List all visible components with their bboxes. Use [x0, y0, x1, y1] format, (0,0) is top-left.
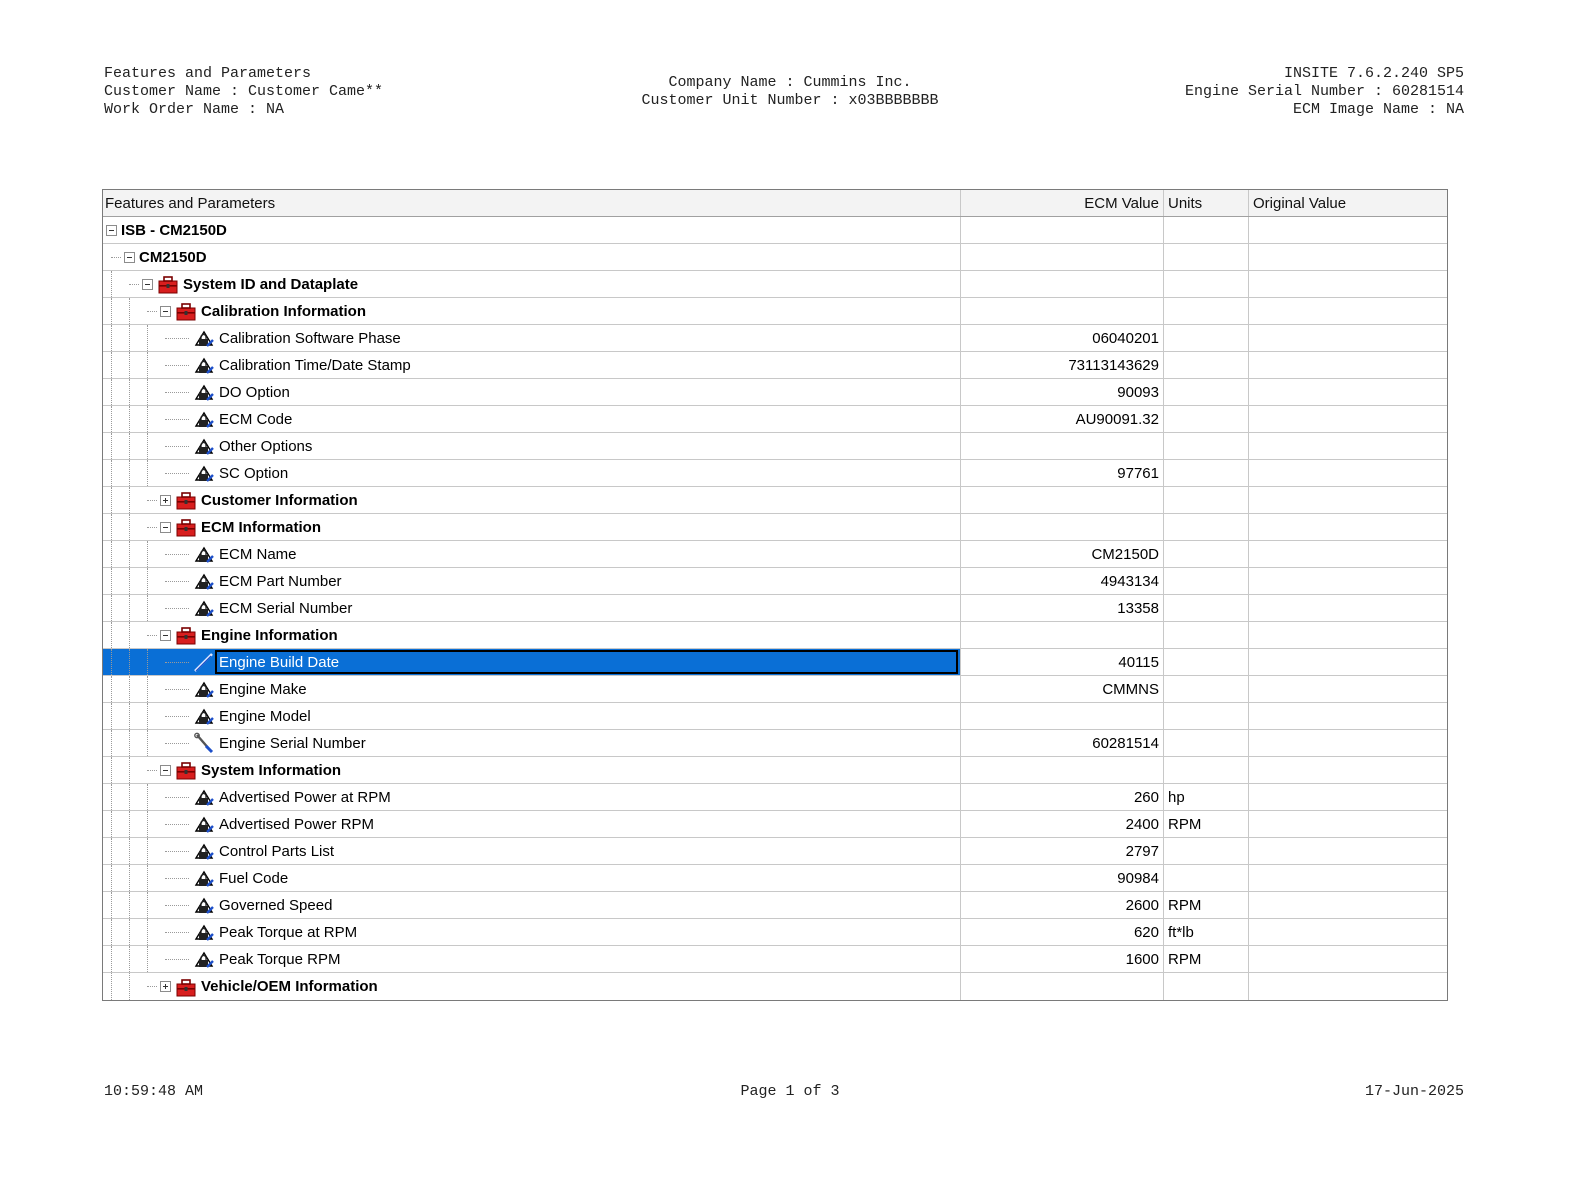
tree-indent-guides: [103, 244, 123, 270]
tree-row-cm2150d[interactable]: [103, 244, 1447, 271]
expand-toggle-icon[interactable]: [160, 981, 171, 992]
parameter-name-cell[interactable]: [103, 460, 961, 486]
tree-row-isb-cm2150d[interactable]: [103, 217, 1447, 244]
original-value-cell: [1249, 892, 1447, 918]
tree-item-label: System Information: [201, 761, 342, 779]
ecm-value-cell-text: 97761: [1117, 464, 1159, 482]
column-header-ecm-value[interactable]: ECM Value: [961, 190, 1164, 216]
locked-parameter-icon: [193, 867, 215, 889]
original-value-cell: [1249, 811, 1447, 837]
ecm-value-cell-text: 2400: [1125, 815, 1159, 833]
tree-indent-guides: [103, 676, 177, 702]
ecm-value-cell: [961, 919, 1164, 945]
ecm-value-cell-text: 1600: [1125, 950, 1159, 968]
locked-parameter-icon: [193, 462, 215, 484]
report-header-center: [560, 74, 1020, 110]
collapse-toggle-icon[interactable]: [160, 306, 171, 317]
original-value-cell: [1249, 325, 1447, 351]
units-cell: [1164, 811, 1249, 837]
tree-row-calibration-time-date-stamp[interactable]: [103, 352, 1447, 379]
original-value-cell: [1249, 433, 1447, 459]
tree-row-ecm-information[interactable]: [103, 514, 1447, 541]
ecm-value-cell: [961, 595, 1164, 621]
tree-item-label: DO Option: [219, 383, 290, 401]
ecm-value-cell: [961, 379, 1164, 405]
parameter-name-cell[interactable]: [103, 379, 961, 405]
ecm-value-cell: [961, 784, 1164, 810]
report-header-left: [104, 65, 383, 119]
parameter-name-cell[interactable]: [103, 838, 961, 864]
tree-indent-guides: [103, 514, 159, 540]
red-toolbox-icon: [175, 300, 197, 322]
company-name: Company Name : Cummins Inc.: [668, 74, 912, 91]
units-cell: [1164, 325, 1249, 351]
tree-item-label: Engine Information: [201, 626, 338, 644]
tree-indent-guides: [103, 541, 177, 567]
units-cell: [1164, 352, 1249, 378]
parameter-name-cell[interactable]: [103, 622, 961, 648]
locked-parameter-icon: [193, 921, 215, 943]
expand-toggle-icon[interactable]: [160, 495, 171, 506]
ecm-image-name: ECM Image Name : NA: [1292, 101, 1464, 118]
tree-indent-guides: [103, 325, 177, 351]
original-value-cell: [1249, 352, 1447, 378]
units-cell: [1164, 703, 1249, 729]
ecm-value-cell: [961, 460, 1164, 486]
original-value-cell: [1249, 946, 1447, 972]
ecm-value-cell-text: 90984: [1117, 869, 1159, 887]
parameter-name-cell[interactable]: [103, 946, 961, 972]
tree-indent-guides: [103, 838, 177, 864]
editable-parameter-icon: [193, 651, 215, 673]
units-cell: [1164, 730, 1249, 756]
collapse-toggle-icon[interactable]: [160, 765, 171, 776]
parameter-name-cell[interactable]: [103, 676, 961, 702]
report-title: Features and Parameters: [104, 65, 312, 82]
collapse-toggle-icon[interactable]: [124, 252, 135, 263]
tree-item-label: Advertised Power at RPM: [219, 788, 391, 806]
original-value-cell: [1249, 460, 1447, 486]
tree-row-system-information[interactable]: [103, 757, 1447, 784]
red-toolbox-icon: [175, 759, 197, 781]
ecm-value-cell: [961, 838, 1164, 864]
units-cell: [1164, 568, 1249, 594]
tree-item-label: Engine Serial Number: [219, 734, 366, 752]
red-toolbox-icon: [175, 624, 197, 646]
tree-item-label: SC Option: [219, 464, 289, 482]
red-toolbox-icon: [175, 976, 197, 998]
ecm-value-cell: [961, 352, 1164, 378]
original-value-cell: [1249, 487, 1447, 513]
ecm-value-cell: [961, 973, 1164, 1000]
ecm-value-cell: [961, 487, 1164, 513]
report-header-right: [1185, 65, 1464, 119]
ecm-value-cell: [961, 730, 1164, 756]
tree-item-label: ECM Serial Number: [219, 599, 353, 617]
parameter-name-cell[interactable]: [103, 298, 961, 324]
tree-item-label: ISB - CM2150D: [121, 221, 227, 239]
tree-indent-guides: [103, 217, 105, 243]
tree-row-calibration-software-phase[interactable]: [103, 325, 1447, 352]
customer-name: Customer Name : Customer Came**: [104, 83, 384, 100]
tree-row-ecm-name[interactable]: [103, 541, 1447, 568]
original-value-cell: [1249, 298, 1447, 324]
units-cell: [1164, 676, 1249, 702]
tree-row-peak-torque-rpm[interactable]: [103, 946, 1447, 973]
tree-indent-guides: [103, 784, 177, 810]
tree-indent-guides: [103, 460, 177, 486]
parameter-name-cell[interactable]: [103, 892, 961, 918]
original-value-cell: [1249, 757, 1447, 783]
parameter-name-cell[interactable]: [103, 811, 961, 837]
tree-row-fuel-code[interactable]: [103, 865, 1447, 892]
tree-indent-guides: [103, 757, 159, 783]
grid-header-row: [103, 190, 1447, 217]
tree-item-label: Peak Torque at RPM: [219, 923, 358, 941]
ecm-value-cell-text: 2600: [1125, 896, 1159, 914]
units-cell: [1164, 217, 1249, 243]
parameter-name-cell[interactable]: [103, 973, 961, 1000]
ecm-value-cell-text: 90093: [1117, 383, 1159, 401]
customer-unit-number: Customer Unit Number : x03BBBBBBB: [641, 92, 939, 109]
original-value-cell: [1249, 865, 1447, 891]
ecm-value-cell: [961, 514, 1164, 540]
units-cell: [1164, 271, 1249, 297]
units-cell-text: RPM: [1168, 896, 1202, 914]
parameter-name-cell[interactable]: [103, 730, 961, 756]
parameter-name-cell[interactable]: [103, 865, 961, 891]
ecm-value-cell-text: 4943134: [1100, 572, 1159, 590]
tree-indent-guides: [103, 271, 141, 297]
original-value-cell: [1249, 649, 1447, 675]
parameter-name-cell[interactable]: [103, 433, 961, 459]
tree-item-label: Calibration Information: [201, 302, 366, 320]
tree-indent-guides: [103, 379, 177, 405]
tree-item-label: Engine Make: [219, 680, 307, 698]
units-cell: [1164, 433, 1249, 459]
locked-parameter-icon: [193, 354, 215, 376]
ecm-value-cell-text: 2797: [1125, 842, 1159, 860]
tree-row-engine-build-date[interactable]: [103, 649, 1447, 676]
original-value-cell: [1249, 730, 1447, 756]
tree-item-label: Calibration Software Phase: [219, 329, 401, 347]
tree-row-engine-model[interactable]: [103, 703, 1447, 730]
original-value-cell: [1249, 271, 1447, 297]
locked-parameter-icon: [193, 543, 215, 565]
tree-item-label: Advertised Power RPM: [219, 815, 375, 833]
tree-indent-guides: [103, 649, 177, 675]
tree-row-ecm-code[interactable]: [103, 406, 1447, 433]
units-cell: [1164, 298, 1249, 324]
ecm-value-cell: [961, 865, 1164, 891]
units-cell-text: ft*lb: [1168, 923, 1194, 941]
tree-item-label: Engine Build Date: [219, 653, 340, 671]
tree-indent-guides: [103, 433, 177, 459]
ecm-value-cell: [961, 703, 1164, 729]
ecm-value-cell-text: CMMNS: [1102, 680, 1159, 698]
ecm-value-cell: [961, 406, 1164, 432]
ecm-value-cell: [961, 676, 1164, 702]
ecm-value-cell: [961, 568, 1164, 594]
tree-row-advertised-power-rpm[interactable]: [103, 811, 1447, 838]
tree-item-label: Calibration Time/Date Stamp: [219, 356, 411, 374]
ecm-value-cell: [961, 433, 1164, 459]
ecm-value-cell-text: 73113143629: [1068, 356, 1159, 374]
parameter-name-cell[interactable]: [103, 757, 961, 783]
units-cell: [1164, 865, 1249, 891]
units-cell: [1164, 946, 1249, 972]
tree-row-customer-information[interactable]: [103, 487, 1447, 514]
tree-item-label: ECM Name: [219, 545, 297, 563]
red-toolbox-icon: [157, 273, 179, 295]
locked-parameter-icon: [193, 894, 215, 916]
locked-parameter-icon: [193, 786, 215, 808]
tree-row-calibration-information[interactable]: [103, 298, 1447, 325]
ecm-value-cell-text: 13358: [1117, 599, 1159, 617]
footer-time: 10:59:48 AM: [104, 1083, 204, 1100]
tree-item-label: Governed Speed: [219, 896, 333, 914]
units-cell: [1164, 541, 1249, 567]
tree-row-advertised-power-at-rpm[interactable]: [103, 784, 1447, 811]
tree-item-label: Peak Torque RPM: [219, 950, 341, 968]
ecm-value-cell: [961, 271, 1164, 297]
locked-parameter-icon: [193, 678, 215, 700]
ecm-value-cell: [961, 649, 1164, 675]
tree-indent-guides: [103, 730, 177, 756]
ecm-value-cell-text: 06040201: [1092, 329, 1159, 347]
locked-parameter-icon: [193, 840, 215, 862]
tree-row-other-options[interactable]: [103, 433, 1447, 460]
tree-item-label: ECM Code: [219, 410, 293, 428]
locked-parameter-icon: [193, 570, 215, 592]
ecm-value-cell-text: 60281514: [1092, 734, 1159, 752]
units-cell: [1164, 379, 1249, 405]
collapse-toggle-icon[interactable]: [160, 630, 171, 641]
tree-item-label: Engine Model: [219, 707, 311, 725]
collapse-toggle-icon[interactable]: [160, 522, 171, 533]
tree-indent-guides: [103, 811, 177, 837]
units-cell: [1164, 487, 1249, 513]
units-cell: [1164, 595, 1249, 621]
parameter-name-cell[interactable]: [103, 595, 961, 621]
parameter-name-cell[interactable]: [103, 568, 961, 594]
ecm-value-cell: [961, 217, 1164, 243]
red-toolbox-icon: [175, 489, 197, 511]
parameter-name-cell[interactable]: [103, 703, 961, 729]
original-value-cell: [1249, 541, 1447, 567]
work-order-name: Work Order Name : NA: [104, 101, 285, 118]
original-value-cell: [1249, 676, 1447, 702]
ecm-value-cell: [961, 244, 1164, 270]
units-cell: [1164, 460, 1249, 486]
ecm-value-cell: [961, 892, 1164, 918]
original-value-cell: [1249, 244, 1447, 270]
tree-item-label: ECM Information: [201, 518, 321, 536]
tree-row-system-id-and-dataplate[interactable]: [103, 271, 1447, 298]
locked-parameter-icon: [193, 435, 215, 457]
tree-item-label: Fuel Code: [219, 869, 289, 887]
original-value-cell: [1249, 379, 1447, 405]
ecm-value-cell-text: 260: [1133, 788, 1159, 806]
tree-item-label: Other Options: [219, 437, 313, 455]
tree-row-vehicle-oem-information[interactable]: [103, 973, 1447, 1000]
parameter-name-cell[interactable]: [103, 919, 961, 945]
ecm-value-cell: [961, 541, 1164, 567]
tree-indent-guides: [103, 865, 177, 891]
column-header-original-value[interactable]: Original Value: [1253, 194, 1347, 212]
ecm-value-cell-text: AU90091.32: [1075, 410, 1159, 428]
column-header-units[interactable]: Units: [1164, 190, 1249, 216]
units-cell: [1164, 406, 1249, 432]
engine-serial-number: Engine Serial Number : 60281514: [1184, 83, 1464, 100]
parameter-name-cell[interactable]: [103, 217, 961, 243]
units-cell: [1164, 514, 1249, 540]
locked-parameter-icon: [193, 705, 215, 727]
original-value-cell: [1249, 622, 1447, 648]
parameter-name-cell[interactable]: [103, 406, 961, 432]
tree-indent-guides: [103, 298, 159, 324]
tree-item-label: CM2150D: [139, 248, 207, 266]
original-value-cell: [1249, 784, 1447, 810]
tree-row-engine-make[interactable]: [103, 676, 1447, 703]
collapse-toggle-icon[interactable]: [142, 279, 153, 290]
insite-version: INSITE 7.6.2.240 SP5: [1283, 65, 1464, 82]
tree-indent-guides: [103, 892, 177, 918]
features-parameters-grid: [102, 189, 1448, 1001]
units-cell-text: hp: [1168, 788, 1185, 806]
tree-item-label: Control Parts List: [219, 842, 335, 860]
ecm-value-cell-text: 620: [1133, 923, 1159, 941]
tree-row-peak-torque-at-rpm[interactable]: [103, 919, 1447, 946]
parameter-name-cell[interactable]: [103, 244, 961, 270]
locked-parameter-icon: [193, 813, 215, 835]
units-cell-text: RPM: [1168, 815, 1202, 833]
parameter-name-cell[interactable]: [103, 352, 961, 378]
tree-row-ecm-part-number[interactable]: [103, 568, 1447, 595]
tree-item-label: System ID and Dataplate: [183, 275, 359, 293]
original-value-cell: [1249, 919, 1447, 945]
red-toolbox-icon: [175, 516, 197, 538]
original-value-cell: [1249, 838, 1447, 864]
units-cell: [1164, 244, 1249, 270]
tree-row-ecm-serial-number[interactable]: [103, 595, 1447, 622]
tree-indent-guides: [103, 568, 177, 594]
ecm-value-cell: [961, 298, 1164, 324]
units-cell: [1164, 973, 1249, 1000]
footer-date: 17-Jun-2025: [1364, 1083, 1464, 1100]
parameter-name-cell[interactable]: [103, 514, 961, 540]
units-cell-text: RPM: [1168, 950, 1202, 968]
tree-indent-guides: [103, 919, 177, 945]
units-cell: [1164, 784, 1249, 810]
units-cell: [1164, 649, 1249, 675]
original-value-cell: [1249, 973, 1447, 1000]
tree-indent-guides: [103, 703, 177, 729]
original-value-cell: [1249, 568, 1447, 594]
original-value-cell: [1249, 406, 1447, 432]
wrench-parameter-icon: [193, 732, 215, 754]
units-cell: [1164, 757, 1249, 783]
column-header-features[interactable]: Features and Parameters: [103, 190, 961, 216]
parameter-name-cell[interactable]: [103, 649, 961, 675]
tree-row-control-parts-list[interactable]: [103, 838, 1447, 865]
tree-row-engine-serial-number[interactable]: [103, 730, 1447, 757]
tree-indent-guides: [103, 406, 177, 432]
original-value-cell: [1249, 703, 1447, 729]
tree-row-do-option[interactable]: [103, 379, 1447, 406]
tree-indent-guides: [103, 946, 177, 972]
ecm-value-cell-text: 40115: [1118, 653, 1159, 671]
parameter-name-cell[interactable]: [103, 784, 961, 810]
collapse-toggle-icon[interactable]: [106, 225, 117, 236]
locked-parameter-icon: [193, 327, 215, 349]
parameter-name-cell[interactable]: [103, 487, 961, 513]
locked-parameter-icon: [193, 408, 215, 430]
tree-row-sc-option[interactable]: [103, 460, 1447, 487]
units-cell: [1164, 892, 1249, 918]
tree-indent-guides: [103, 352, 177, 378]
locked-parameter-icon: [193, 597, 215, 619]
tree-indent-guides: [103, 622, 159, 648]
units-cell: [1164, 622, 1249, 648]
tree-item-label: Customer Information: [201, 491, 358, 509]
ecm-value-cell: [961, 811, 1164, 837]
original-value-cell: [1249, 217, 1447, 243]
parameter-name-cell[interactable]: [103, 271, 961, 297]
tree-item-label: ECM Part Number: [219, 572, 342, 590]
locked-parameter-icon: [193, 948, 215, 970]
ecm-value-cell: [961, 946, 1164, 972]
parameter-name-cell[interactable]: [103, 541, 961, 567]
ecm-value-cell: [961, 622, 1164, 648]
footer-page: Page 1 of 3: [740, 1083, 840, 1100]
tree-indent-guides: [103, 973, 159, 1000]
units-cell: [1164, 919, 1249, 945]
ecm-value-cell-text: CM2150D: [1091, 545, 1159, 563]
tree-indent-guides: [103, 595, 177, 621]
tree-indent-guides: [103, 487, 159, 513]
original-value-cell: [1249, 514, 1447, 540]
original-value-cell: [1249, 595, 1447, 621]
tree-row-engine-information[interactable]: [103, 622, 1447, 649]
locked-parameter-icon: [193, 381, 215, 403]
units-cell: [1164, 838, 1249, 864]
ecm-value-cell: [961, 757, 1164, 783]
tree-row-governed-speed[interactable]: [103, 892, 1447, 919]
parameter-name-cell[interactable]: [103, 325, 961, 351]
ecm-value-cell: [961, 325, 1164, 351]
tree-item-label: Vehicle/OEM Information: [201, 978, 378, 995]
